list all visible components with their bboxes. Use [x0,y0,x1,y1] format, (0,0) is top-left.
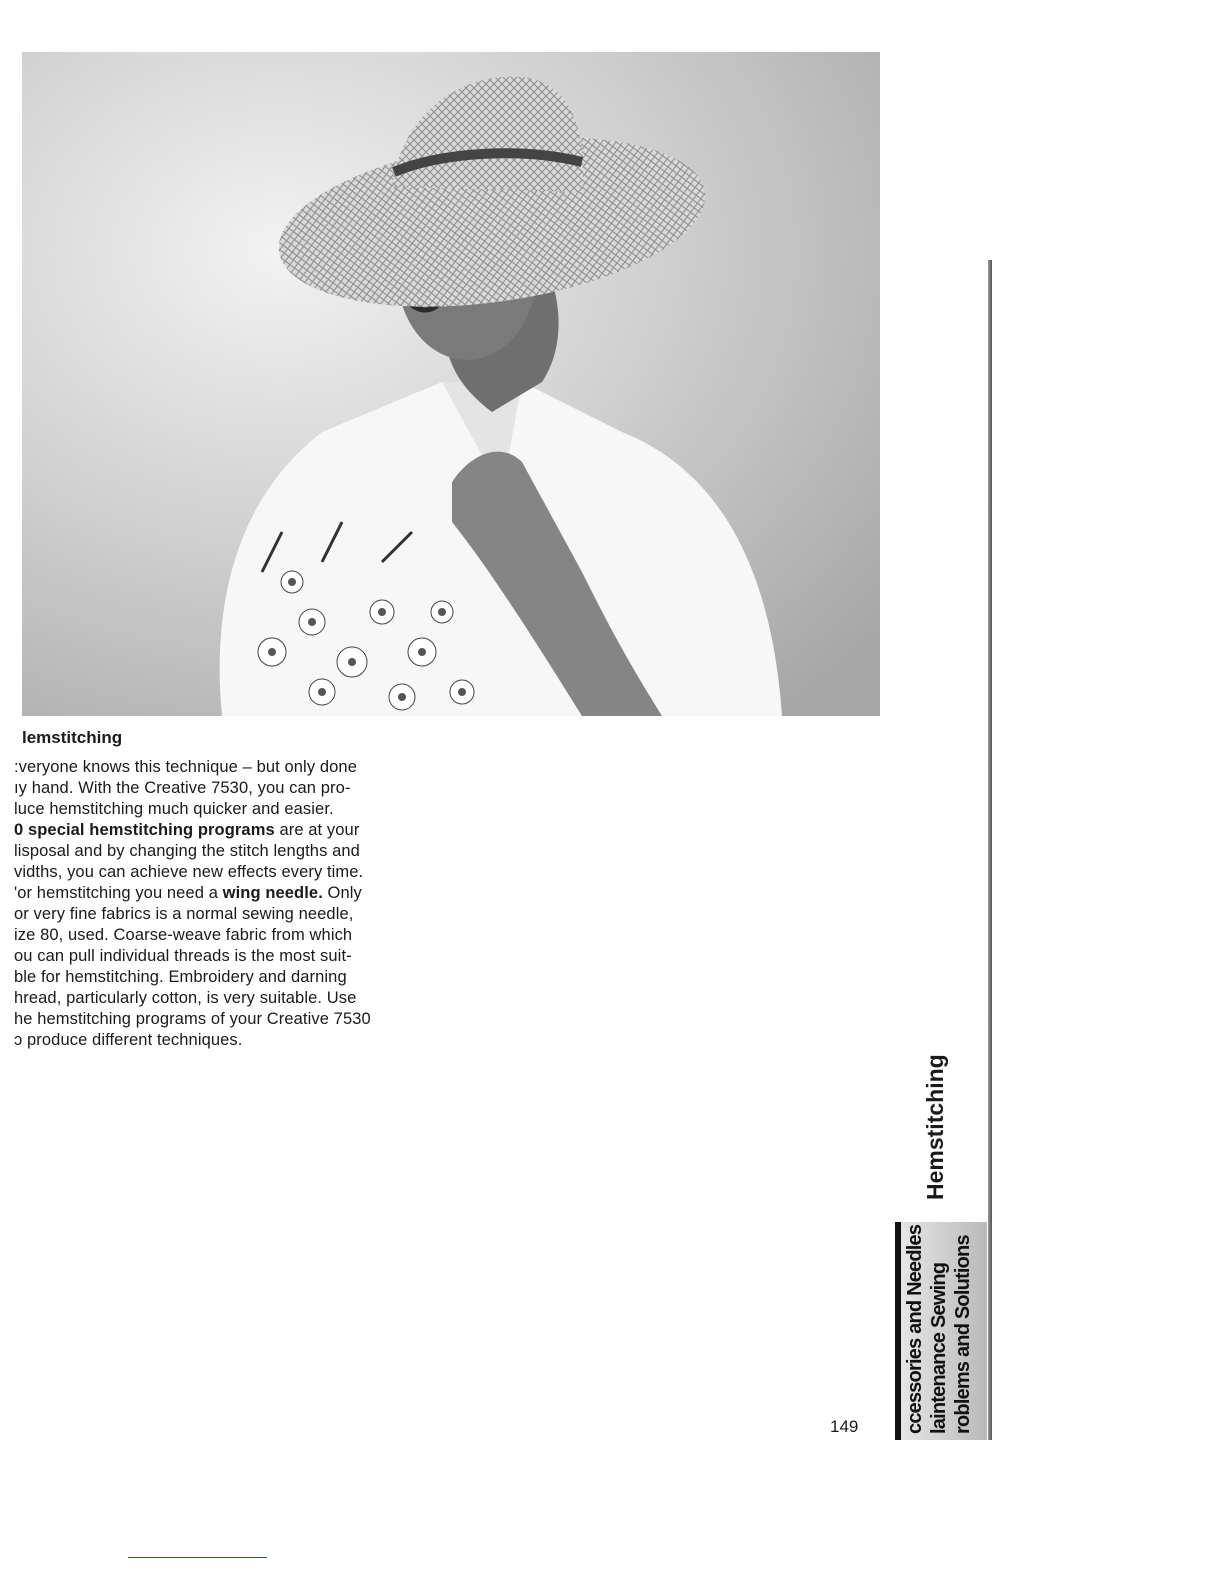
article-line [14,820,444,841]
article-line [14,778,444,799]
article-text-run: ɔ produce different techniques. [14,1031,243,1049]
article-text-run: ize 80, used. Coarse-weave fabric from which [14,926,353,944]
photo-woman-hat-daisies-icon [22,52,880,716]
article-line [14,799,444,820]
chapter-tab-item[interactable]: roblems and Solutions [952,1235,974,1434]
article-line [14,841,444,862]
article-text-run: he hemstitching programs of your Creative 7530 [14,1010,371,1028]
chapter-tab [895,1222,987,1440]
article-line [14,988,444,1009]
article-text-run: ble for hemstitching. Embroidery and darning [14,968,347,986]
article-text-run: :veryone knows this technique – but only done [14,758,357,776]
chapter-tab-item[interactable]: laintenance Sewing [928,1262,950,1434]
photo-woman-in-hat [22,52,880,716]
footer-link-rule [128,1557,267,1558]
article-text-run: hread, particularly cotton, is very suitable. Use [14,989,357,1007]
article-line [14,1030,444,1051]
article-text-run: Only [322,884,362,902]
article-text-run: luce hemstitching much quicker and easier. [14,800,334,818]
article-bold-run: 0 special hemstitching programs [14,821,275,839]
article-bold-run: wing needle. [222,884,323,902]
article-line [14,757,444,778]
article-text-run: ou can pull individual threads is the most suit- [14,947,352,965]
article-text-run: or very fine fabrics is a normal sewing needle, [14,905,354,923]
page-number: 149 [830,1417,859,1436]
article-text-run: 'or hemstitching you need a [14,884,223,902]
article-line [14,862,444,883]
chapter-tab-marker [895,1222,901,1440]
sidebar-rule [988,260,992,1440]
article-line [14,946,444,967]
chapter-tab-item[interactable]: ccessories and Needles [904,1224,926,1434]
article-text-run: ıy hand. With the Creative 7530, you can pro- [14,779,351,797]
article-line [14,925,444,946]
article-heading: lemstitching [22,728,123,747]
article-text-run: vidths, you can achieve new effects every time. [14,863,364,881]
article-body [14,757,444,1051]
sidebar-chapter-title: Hemstitching [922,1054,948,1200]
article-line [14,967,444,988]
article-line [14,883,444,904]
article-line [14,904,444,925]
article-text-run: lisposal and by changing the stitch lengths and [14,842,360,860]
article-line [14,1009,444,1030]
article-text-run: are at your [274,821,360,839]
